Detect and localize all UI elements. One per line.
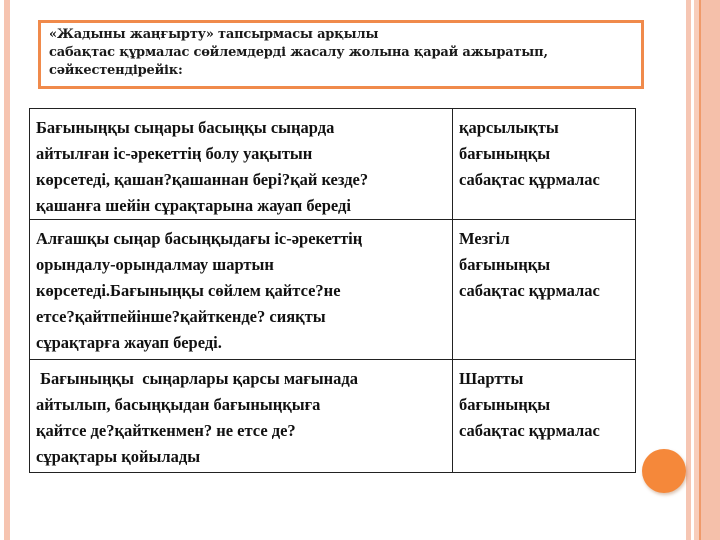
table-row bbox=[30, 360, 636, 473]
description-cell bbox=[30, 220, 453, 360]
right-decorative-stripes bbox=[686, 0, 720, 540]
description-line: сұрақтарға жауап береді. bbox=[36, 333, 222, 352]
type-line: сабақтас құрмалас bbox=[459, 421, 600, 440]
type-line: бағыныңқы bbox=[459, 395, 551, 414]
type-line: сабақтас құрмалас bbox=[459, 281, 600, 300]
type-line: қарсылықты bbox=[459, 118, 559, 137]
description-line: көрсетеді, қашан?қашаннан бері?қай кезде? bbox=[36, 170, 369, 189]
description-line: сұрақтары қойылады bbox=[36, 447, 201, 466]
type-line: бағыныңқы bbox=[459, 255, 551, 274]
description-line: Бағыныңқы сыңарлары қарсы мағынада bbox=[36, 369, 358, 388]
description-line: Бағыныңқы сыңары басыңқы сыңарда bbox=[36, 118, 335, 137]
task-title-box bbox=[38, 20, 644, 89]
type-line: Шартты bbox=[459, 369, 524, 388]
table-row bbox=[30, 220, 636, 360]
description-line: етсе?қайтпейінше?қайткенде? сияқты bbox=[36, 307, 326, 326]
title-line: сәйкестендірейік: bbox=[49, 63, 183, 78]
description-line: қашанға шейін сұрақтарына жауап береді bbox=[36, 196, 351, 215]
description-line: қайтсе де?қайткенмен? не етсе де? bbox=[36, 421, 296, 440]
description-cell bbox=[30, 109, 453, 220]
orange-circle-icon bbox=[642, 449, 686, 493]
matching-table bbox=[29, 108, 636, 473]
description-line: айтылған іс-әрекеттің болу уақытын bbox=[36, 144, 313, 163]
description-line: орындалу-орындалмау шартын bbox=[36, 255, 274, 274]
type-line: сабақтас құрмалас bbox=[459, 170, 600, 189]
title-line: «Жадыны жаңғырту» тапсырмасы арқылы bbox=[49, 27, 379, 42]
type-cell bbox=[453, 109, 636, 220]
description-cell bbox=[30, 360, 453, 473]
type-line: бағыныңқы bbox=[459, 144, 551, 163]
type-line: Мезгіл bbox=[459, 229, 510, 248]
description-line: Алғашқы сыңар басыңқыдағы іс-әрекеттің bbox=[36, 229, 363, 248]
table-row bbox=[30, 109, 636, 220]
left-decorative-stripe bbox=[4, 0, 10, 540]
description-line: айтылып, басыңқыдан бағыныңқыға bbox=[36, 395, 321, 414]
type-cell bbox=[453, 220, 636, 360]
title-line: сабақтас құрмалас сөйлемдерді жасалу жолына қарай ажыратып, bbox=[49, 45, 548, 60]
type-cell bbox=[453, 360, 636, 473]
stripe-band bbox=[701, 0, 720, 540]
description-line: көрсетеді.Бағыныңқы сөйлем қайтсе?не bbox=[36, 281, 341, 300]
